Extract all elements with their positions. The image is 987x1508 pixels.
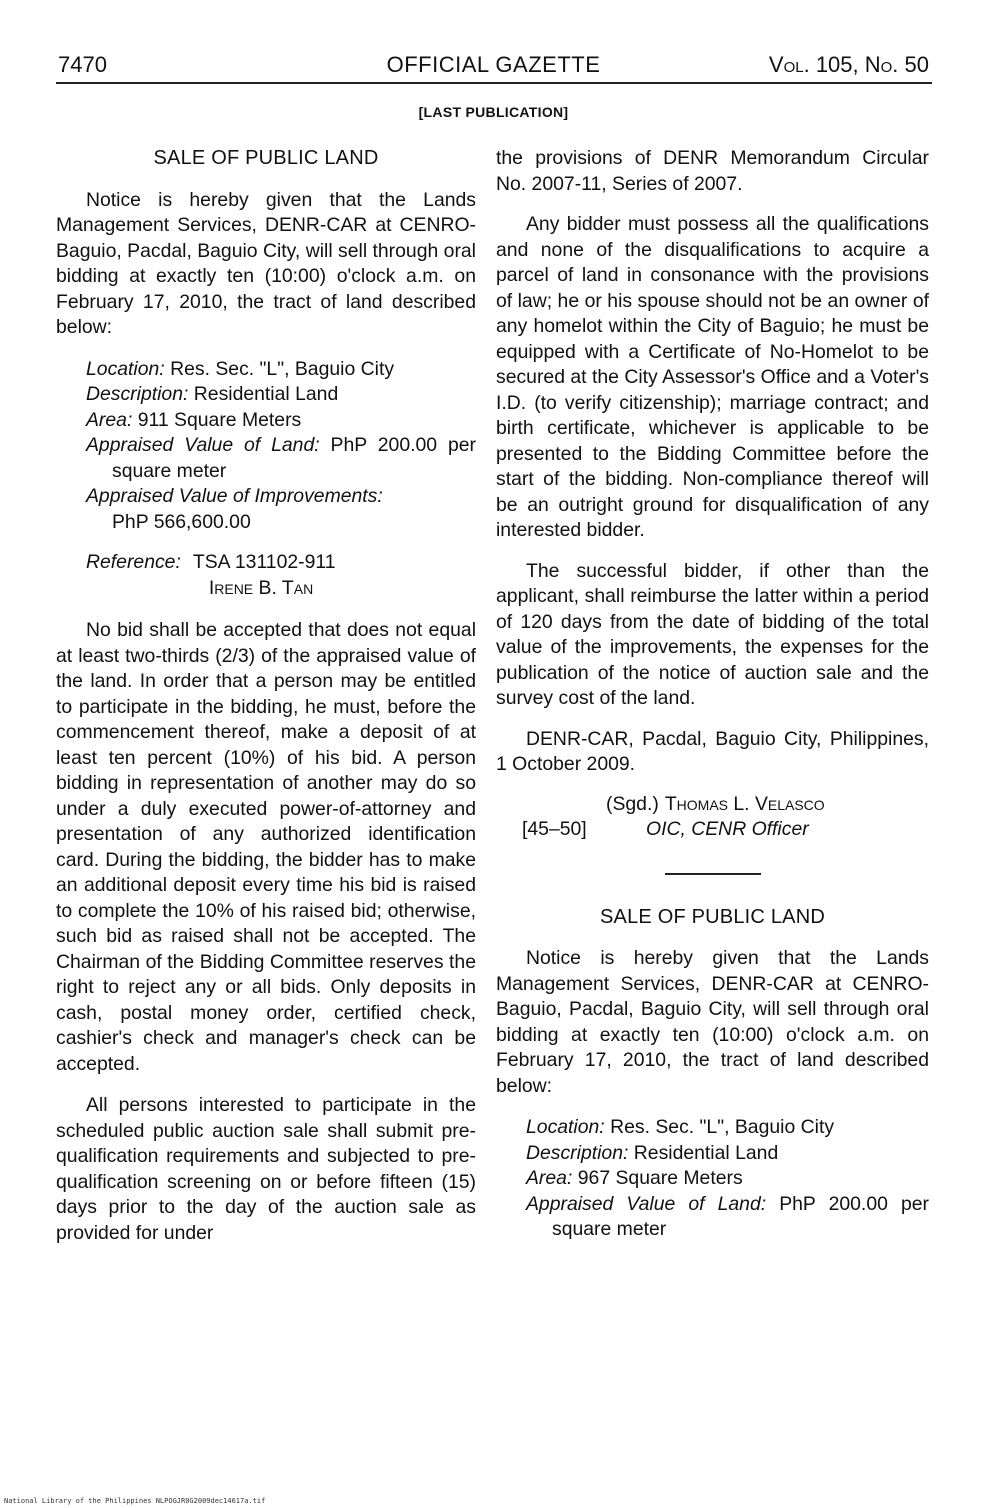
notice1-area: [56, 408, 476, 434]
left-column: [56, 146, 476, 1246]
notice1-successful-paragraph: The successful bidder, if other than the applicant, shall reimburse the latter within a period of 120 days from the date of bidding of the total value of the improvements, the expenses for the publication of the notice of auction sale and the survey cost of the land.: [496, 559, 929, 709]
notice2-area: [496, 1166, 929, 1192]
signatory-name: Thomas L. Velasco: [664, 792, 825, 815]
page-number: 7470: [58, 52, 107, 77]
notice1-persons-continued: the provisions of DENR Memorandum Circular No. 2007-11, Series of 2007.: [496, 147, 929, 195]
notice2-heading: SALE OF PUBLIC LAND: [600, 905, 825, 928]
notice1-description: [56, 382, 476, 408]
area-label: Area:: [526, 1167, 573, 1189]
notice1-bid-paragraph: No bid shall be accepted that does not equal at least two-thirds (2/3) of the appraised value of the land. In order that a person may be entitled to participate in the bidding, he must, before the commencement thereof, make a deposit of at least ten percent (10%) of his bid. A person bidding in representation of another may do so under a duly executed power-of-attorney and presentation of any authorized identification card. During the bidding, the bidder has to make an additional deposit every time his bid is raised to complete the 10% of his raised bid; otherwise, such bid as raised shall not be accepted. The Chairman of the Bidding Committee reserves the right to reject any or all bids. Only deposits in cash, postal money order, certified check, cashier's check and manager's check can be accepted.: [56, 619, 476, 1075]
notice1-location: [56, 357, 476, 383]
location-label: Location:: [86, 357, 165, 380]
description-value: Residential Land: [193, 383, 339, 405]
description-label: Description:: [526, 1141, 629, 1164]
land-value-value: PhP 200.00 per square meter: [112, 434, 477, 482]
notice2-location: [496, 1115, 929, 1141]
description-value: Residential Land: [633, 1141, 779, 1164]
notice1-intro: Notice is hereby given that the Lands Management Services, DENR-CAR at CENRO-Baguio, Pacdal, Baguio City, will sell through oral bidding at exactly ten (10:00) o'clock a.m. on February 17, 2010, the tract of land described below:: [56, 188, 476, 338]
area-label: Area:: [86, 408, 133, 431]
notice2-intro: Notice is hereby given that the Lands Management Services, DENR-CAR at CENRO-Baguio, Pacdal, Baguio City, will sell through oral bidding at exactly ten (10:00) o'clock a.m. on February 17, 2010, the tract of land described below:: [496, 947, 929, 1097]
notice1-signature: [496, 792, 929, 843]
land-value-label: Appraised Value of Land:: [86, 434, 320, 456]
notice2-description: [496, 1141, 929, 1167]
notice1-improvements: [56, 484, 476, 535]
notice1-heading: SALE OF PUBLIC LAND: [153, 147, 379, 169]
gazette-title: OFFICIAL GAZETTE: [386, 52, 601, 77]
location-value: Res. Sec. "L", Baguio City: [170, 357, 395, 380]
land-value-label: Appraised Value of Land:: [526, 1192, 767, 1215]
right-column: [496, 146, 929, 1243]
notice2-land-value: [496, 1192, 929, 1243]
land-value-value: PhP 200.00 per square meter: [552, 1192, 929, 1240]
publication-note: [LAST PUBLICATION]: [418, 104, 569, 120]
improvements-value: PhP 566,600.00: [112, 510, 251, 533]
signature-line: [496, 792, 929, 818]
notice1-land-value: [56, 433, 476, 484]
reference-value: TSA 131102-911: [192, 551, 336, 573]
signatory-title-line: [496, 817, 929, 843]
scan-footer: National Library of the Philippines NLPOGJR0G2009dec14617a.tif: [4, 1497, 266, 1505]
reference-block: [193, 550, 336, 601]
location-value: Res. Sec. "L", Baguio City: [610, 1116, 835, 1138]
issue-reference: [45–50]: [522, 818, 587, 840]
notice1-place-date: DENR-CAR, Pacdal, Baguio City, Philippines, 1 October 2009.: [496, 727, 929, 775]
description-label: Description:: [86, 383, 189, 405]
signatory-title: OIC, CENR Officer: [646, 818, 809, 840]
notice1-reference: [56, 550, 476, 601]
area-value: 911 Square Meters: [137, 408, 302, 431]
location-label: Location:: [526, 1116, 605, 1138]
signed-mark: (Sgd.): [606, 792, 659, 815]
notice1-persons-paragraph: All persons interested to participate in the scheduled public auction sale shall submit pre-qualification requirements and subjected to pre-qualification screening on or before fifteen (15) days prior to the day of the auction sale as provided for under: [56, 1094, 476, 1244]
improvements-label: Appraised Value of Improvements:: [86, 485, 383, 507]
header-rule: [56, 82, 932, 84]
volume-number: Vol. 105, No. 50: [768, 52, 929, 77]
notice-divider: [665, 873, 761, 875]
area-value: 967 Square Meters: [577, 1167, 743, 1189]
reference-name: Irene B. Tan: [208, 576, 314, 599]
notice1-bidder-paragraph: Any bidder must possess all the qualifications and none of the disqualifications to acquire a parcel of land in consonance with the provisions of law; he or his spouse should not be an owner of any homelot within the City of Baguio; he must be equipped with a Certificate of No-Homelot to be secured at the City Assessor's Office and a Voter's I.D. (to verify citizenship); marriage contract; and birth certificate, whichever is applicable to be presented to the Bidding Committee before the start of the bidding. Non-compliance thereof will be an outright ground for disqualification of any interested bidder.: [496, 213, 929, 541]
reference-label: Reference:: [86, 551, 181, 573]
